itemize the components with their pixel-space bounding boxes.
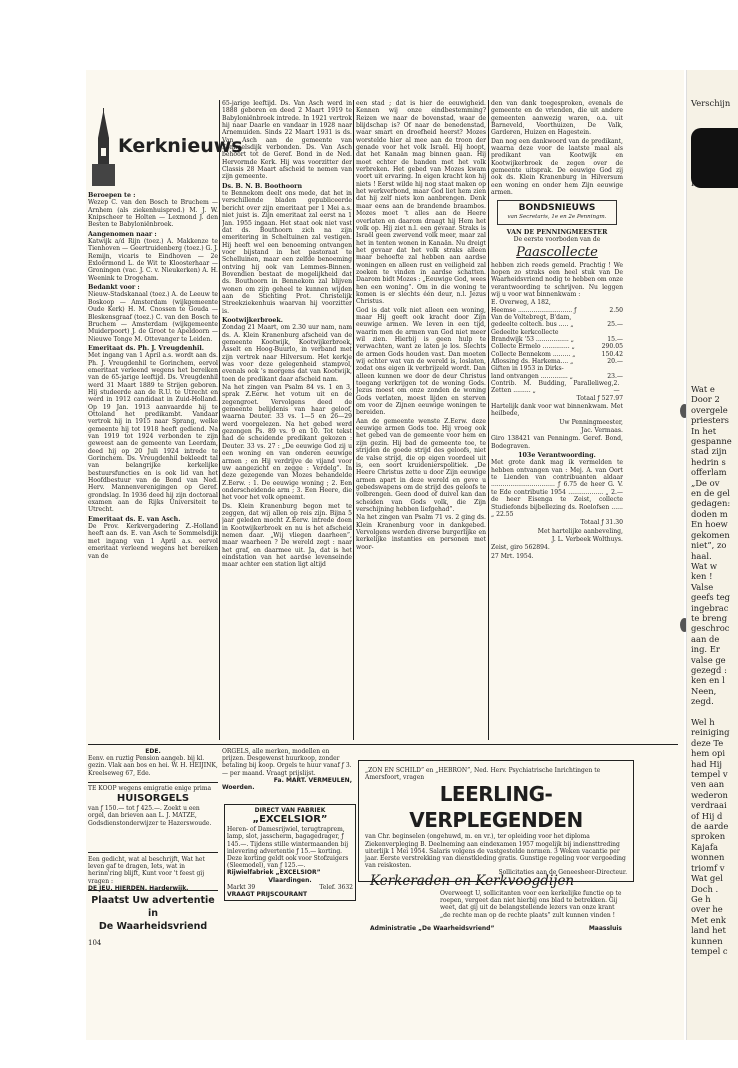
ad-plaats [88, 894, 218, 933]
ad-excelsior-fabriek: Rijwielfabriek „EXCELSIOR” [227, 869, 321, 877]
next-page-line: tempel v [691, 769, 728, 780]
ad-orgels-sign: Fa. MART. VERMEULEN, [273, 776, 352, 784]
ad-ede-heading: EDE. [145, 748, 161, 755]
next-page-line: triomf v [691, 862, 725, 873]
next-page-line: Wel h [691, 717, 715, 727]
column-1 [88, 190, 218, 740]
ledger-row: land ontvangen .............. „ 23.— [491, 372, 623, 380]
next-page-line: had Hij [691, 758, 722, 769]
divider [488, 100, 489, 740]
beroepen-text: Wezep C. van den Bosch te Bruchem — Arnhem (als ziekenhuispred.) M. J. W. Knipscheer te Holten — Lexmond J. den Besten te Babyloniënbroek. [88, 199, 218, 229]
total-2: Totaal ƒ 31.30 [580, 519, 623, 527]
next-page-line: ven aan [691, 779, 725, 790]
column-3 [356, 100, 486, 740]
ad-ede [88, 748, 218, 777]
ledger-row: E. Overweg, A 182, [491, 299, 551, 307]
next-page-line: En hoew [691, 519, 728, 530]
next-page-line: doden m [691, 508, 728, 519]
next-page-line: offerlam [691, 467, 727, 478]
bedankt-text: Nieuw-Stadskanaal (toez.) A. de Leeuw te Boskoop — Amsterdam (wijkgemeente Oude Kerk) H. M. Cnossen te Gouda — Bleskensgraaf (toez.) C. van den Bosch te Bruchem — Amsterdam (wijkgemeente Muiderpoort) J. de Groot te Apeldoorn — Nieuwe Tonge M. Ottevanger te Leiden. [88, 291, 218, 343]
farewell-text: den van dank toegesproken, evenals de gemeente en de vrienden, die uit andere gemeenten aanwezig waren, o.a. uit Barneveld, Voorthuizen, De Valk, Garderen, Huizen en Hagestein. [491, 100, 623, 137]
divider [88, 782, 218, 783]
ad-gedicht [88, 856, 218, 892]
next-page-line: niet”, zo [691, 540, 727, 551]
ledger-row: Collecte Ermelo .............. „ 290.05 [491, 343, 623, 351]
sermon-text: een stad ; dat is hier de eeuwigheid. Kennen wij onze eindbestemming? Reizen we naar de bovenstad, waar de blijdschap is? Of naar de benedenstad, waar smart en droefheid heerst? Mozes worstelde hier al mee aan de troon der genade voor het volk Israël. Hij hoopt, dat het Kanaän mag binnen gaan. Hij moet echter de banden met het volk verbreken. Het gebed van Mozes kwam voort uit ervaring. In eigen kracht kon hij niets ! Eerst wilde hij nog staat maken op het werkverbond, maar God liet hem zien dat hij zelf niets kon aanbrengen. Denk maar eens aan de brandende braambos. Mozes moet 't alles aan de Heere overlaten en daarom draagt hij Hem het volk op. Hij ziet n.l. een gevaar. Straks is Israël geen zwervend volk meer, maar zal het in tenten wonen in Kanaän. Nu dreigt het gevaar dat het volk straks alleen maar behoefte zal hebben aan aardse woningen en alleen rust en veiligheid zal zoeken te vinden in aardse schatten. Daarom bidt Mozes : „Eeuwige God, wees hen een woning”. Om in die woning te komen is er slechts één deur, n.l. Jezus Christus. [356, 100, 486, 306]
next-page-line: In het [691, 425, 717, 436]
ad-excelsior-contact: Markt 39 Telef. 3632 [227, 883, 353, 891]
next-page-line: Wat e [691, 384, 715, 394]
next-page-line: gedagen: [691, 498, 731, 509]
next-page-line: Wat w [691, 560, 718, 571]
kootwijk-text: Zondag 21 Maart, om 2.30 uur nam, nam ds. A. Klein Kranenburg afscheid van de gemeente Kootwijk, Kootwijkerbroek, Asselt en Hoog-Buurlo, in verband met zijn vertrek naar Hilversum. Het kerkje was voor deze gelegenheid stampvol, evenals ook 's morgens dat van Kootwijk, toen de predikant daar afscheid nam. [222, 324, 352, 383]
total-1: Totaal ƒ 527.97 [576, 394, 623, 402]
emeritaat2-heading: Emeritaat ds. E. van Asch. [88, 515, 181, 523]
next-page-line: hedrin s [691, 456, 726, 467]
next-page-line: geefs teg [691, 592, 731, 603]
next-page-line: overgele [691, 404, 728, 415]
ad-leerling-text: van Chr. beginselen (ongehuwd, m. en vr.), ter opleiding voor het diploma Ziekenverpleging B. Deelneming aan eindexamen 1957 mogelijk bij indiensttreding uiterlijk 1 Mei 1954. Salaris volgens de vastgestelde normen. 3 Weken vacantie per jaar. Eerste verstrekking van dienstkleding gratis. Gunstige regeling voor vergoeding van reiskosten. [365, 833, 626, 870]
ad-admin: Administratie „De Waarheidsvriend” Maassluis [370, 924, 622, 932]
ad-huisorgels [88, 785, 218, 827]
next-page-line: deze Te [691, 737, 724, 748]
kootwijk-heading: Kootwijkerbroek. [222, 316, 283, 324]
next-page-line: gespanne [691, 436, 732, 447]
kootwijk-text-3: Ds. Klein Kranenburg begon met te zeggen, dat wij allen op reis zijn. Bijna 5 jaar geleden mocht Z.Eerw. intrede doen in Kootwijkerbroek en nu is het afscheid nemen daar. „Wij vliegen daarheen”, maar waarheen ? De wereld zegt : naar het graf, en daarmee uit. Ja, dat is het eindstation van het aardse levenseinde maar achter een station ligt altijd [222, 502, 352, 569]
next-page-line: priesters [691, 415, 729, 426]
next-page-line: valse ge [691, 654, 726, 665]
ledger-row: Heemse ............................ ƒ 2.50 [491, 306, 623, 314]
next-page-line: wonnen [691, 852, 725, 863]
next-page-line: „De ov [691, 477, 720, 488]
divider [88, 744, 678, 745]
bedankt-heading: Bedankt voor : [88, 284, 140, 292]
next-page-line: Kajafa [691, 841, 718, 852]
next-page-line: ken en l [691, 675, 725, 686]
next-page-line: aan de [691, 633, 720, 644]
section-title: Kerknieuws [118, 135, 243, 157]
emeritaat1-heading: Emeritaat ds. Ph. J. Vreugdenhil. [88, 344, 204, 352]
penningmeester-sub: De eerste voorboden van de [513, 236, 601, 244]
ledger-row: Brandwijk '53 ................. „ 15.— [491, 335, 623, 343]
signature-1b: Jac. Vermaas. [581, 427, 623, 435]
ledger-row: gedeelte coltech. bus ..... „ 25.— [491, 321, 623, 329]
van-asch-text: 65-jarige leeftijd. Ds. Van Asch werd in 1888 geboren en deed 2 Maart 1919 te Babyloniënbroek intrede. In 1921 vertrok hij naar Daarle en vandaar in 1928 naar Arnemuiden. Sinds 22 Maart 1931 is ds. Van Asch aan de gemeente van Sommelsdijk verbonden. Ds. Van Asch behoort tot de Geref. Bond in de Ned. Hervormde Kerk. Hij was voorzitter der Classis 28 Maart afscheid te nemen van zijn gemeente. [222, 100, 352, 181]
next-page-line: Met enk [691, 914, 726, 925]
ad-leerling-intro: „ZON EN SCHILD” en „HEBRON”, Ned. Herv. Psychiatrische Inrichtingen te Amersfoort, vragen [365, 767, 601, 782]
church-tower-icon [88, 108, 118, 188]
verantwoording-text: Met grote dank mag ik vermelden te hebben ontvangen van : Mej. A. van Oort te Lienden van contribuanten aldaar ................................. ƒ 6.75 de heer G. V. te Ede contributie 1954 .................. „ 2.— de heer Eisenga te Zeist, collecte Studiefonds bijbellezing ds. Roelofsen ...... „ 22.55 [491, 459, 623, 518]
page-number: 104 [88, 939, 102, 947]
next-page-line: sproken [691, 831, 726, 842]
ad-ede-text: Eenv. en ruztig Pension aangeb. bij kl. gezin. Vlak aan bos en hei. W. H. HEIJINK, Kreelseweg 67, Ede. [88, 755, 218, 777]
signature-2-place: Zeist, giro 562894. [491, 544, 550, 552]
ad-excelsior-brand: „EXCELSIOR” [252, 814, 328, 826]
ad-kerkeraden [370, 872, 622, 932]
ad-kerkeraden-title: Kerkeraden en Kerkvoogdijen [370, 873, 575, 889]
signature-2: J. L. Verbeek Wolthuys. [551, 535, 623, 543]
paascollecte-title: Paascollecte [516, 244, 598, 260]
next-page-line: en de gel [691, 488, 730, 499]
next-page-line: Neen, [691, 685, 717, 696]
ad-leerling [358, 760, 634, 882]
ledger-row: Giften in 1953 in Dirks- [491, 365, 564, 373]
emeritaat1-text: Met ingang van 1 April a.s. wordt aan ds. Ph. J. Vreugdenhil te Gorinchem, eervol emeritaat verleend wegens het bereiken van de 65-jarige leeftijd. Ds. Vreugdenhil werd 31 Maart 1889 te Strijen geboren. Hij studeerde aan de R.U. te Utrecht en werd in 1912 candidaat in Zuid-Holland. Op 19 Jan. 1913 aanvaardde hij te Ottoland het predikambt. Vandaar vertrok hij in 1915 naar Sprang, welke gemeente hij tot 1918 heeft gediend. Na van 1919 tot 1924 verbonden te zijn geweest aan de gemeente van Leerdam, deed hij op 20 Juli 1924 intrede te Gorinchem. Ds. Vreugdenhil bekleedt tal van belangrijke kerkelijke bestuursfuncties en is ook lid van het Hoofdbestuur van de Bond van Ned. Herv. Mannenverenigingen op Geref. grondslag. In 1936 deed hij zijn doctoraal examen aan de Rijks Universiteit te Utrecht. [88, 352, 218, 514]
next-page-line: verdraai [691, 800, 727, 811]
next-page-line: Valse [691, 581, 714, 592]
ledger-row: Gedeelte kerkcollecte [491, 328, 559, 336]
ad-huisorgels-text: van ƒ 150.— tot ƒ 425.—. Zoekt u een orgel, dan brieven aan L. J. MATZE, Godsdienstonderwijzer te Hazerswoude. [88, 805, 212, 827]
next-page-line: Ge h [691, 893, 711, 904]
kootwijk-text-2: Na het zingen van Psalm 84 vs. 1 en 3, sprak Z.Eerw. het votum uit en de zegengroet. Vervolgens deed de gemeente belijdenis van haar geloof, waarna Deuter. 33 vs. 1—5 en 26—29 werd voorgelezen. Na het gebed werd gezongen Ps. 89 vs. 9 en 10. Tot tekst had de scheidende predikant gekozen : Deuter. 33 vs. 27 : „De eeuwige God zij u een woning en van onderen eeuwige armen ; en Hij verdrijve de vijand voor uw aangezicht en zegge : Verdelg”. In deze gezegende van Mozes behandelde Z.Eerw. : 1. De eeuwige woning ; 2. Een onderscheidende arm ; 3. Een Heere, die het voor het volk opneemt. [222, 384, 352, 502]
aangenomen-text: Katwijk a/d Rijn (toez.) A. Makkenze te Tienhoven — Geertruidenberg (toez.) G. J. Remijn, vicaris te Eindhoven — 2e Exloërmond L. de Wit te Kloosterhaar — Groningen (vac. J. C. v. Nieukerken) A. H. Weenink te Drogeham. [88, 238, 218, 282]
ad-emigratie: TE KOOP wegens emigratie enige prima [88, 785, 212, 792]
divider [353, 100, 354, 740]
divider [88, 890, 218, 891]
ad-excelsior-text: Heren- of Damesrijwiel, terugtraprem, lamp, slot, jasscherm, bagagedrager, ƒ 145.—. Tijdens stille wintermaanden bij inlevering advertentie ƒ 15.— korting. Deze korting geldt ook voor Stofzuigers (Sleemodel), van ƒ 125.—. [227, 826, 349, 870]
penningmeester-heading: VAN DE PENNINGMEESTER [506, 228, 608, 236]
next-page-line: zegd. [691, 696, 714, 707]
farewell-text-2: Dan nog een dankwoord van de predikant, waarna deze voor de laatste maal als predikant van Kootwijk en Kootwijkerbroek de zegen over de gemeente uitsprak. De eeuwige God zij ook ds. Klein Kranenburg in Hilversum een woning en onder hem Zijn eeuwige armen. [491, 137, 623, 197]
next-page-line: hem opi [691, 748, 726, 759]
next-page-line: tempel c [691, 945, 728, 956]
next-page-line: haal. [691, 550, 712, 561]
boothoorn-text: te Bennekom deelt ons mede, dat het in verschillende bladen gepubliceerde bericht over zijn emeritaat per 1 Mei a.s. niet juist is. Zijn emeritaat zal eerst na 1 Jan. 1955 ingaan. Het staat ook niet vast dat ds. Bouthoorn zich na zijn emeritering in Scheltuinen zal vestigen. Hij heeft wel een benoeming ontvangen voor bijstand in het pastoraat te Schelluinen, maar een zelfde benoeming ontving hij ook van Lemmes-Binnen. Bovendien bestaat de mogelijkheid dat ds. Bouthoorn in Bennekom zal blijven wonen om zijn geheel te kunnen wijden aan de Stichting Prot. Christelijk Streekziekenhuis waarvan hij voorzitter is. [222, 190, 352, 315]
boothoorn-heading: Ds. B. N. B. Boothoorn [222, 182, 303, 190]
ledger-row: Van de Voltebregt, B'dam, [491, 313, 572, 321]
column-2 [222, 100, 352, 740]
next-page-line: stad zijn [691, 446, 727, 457]
ad-gedicht-sign: DE JEU, HIERDEN, Harderwijk. [88, 884, 189, 892]
next-page-line: ing. Er [691, 644, 720, 655]
sermon-text-2: God is dat volk niet alleen een woning, maar Hij geeft ook kracht door Zijn eeuwige armen. We leven in een tijd, waarin men de armen van God niet meer wil zien. Hierbij is geen hulp te verwachten, want ze laten je los. Slechts de armen Gods houden vast. Dan moeten wij echter wat van de wereld is, loslaten, zodat ons eigen ik verbrijzeld wordt. Dan alleen kunnen we door de deur Christus toegang verkrijgen tot de woning Gods. Jezus moest om onze zonden de woning Gods verlaten, moest lijden en sterven om voor de Zijnen eeuwige woningen te bereiden. [356, 306, 486, 417]
next-page-line [691, 108, 736, 118]
bondsnieuws-box [497, 200, 617, 224]
aangenomen-heading: Aangenomen naar : [88, 230, 157, 238]
next-page-line: kunnen [691, 935, 723, 946]
ad-excelsior-prijs: VRAAGT PRIJSCOURANT [227, 891, 308, 899]
ad-kerkeraden-text: Overweegt U, sollicitanten voor een kerkelijke functie op te roepen, vergeet dan niet hierbij ons blad te betrekken. Gij weet, dat gij uit de belangstellende lezers van onze krant „de rechte man op de rechte plaats” zult kunnen vinden ! [440, 890, 622, 919]
next-page-line: geschroc [691, 623, 730, 634]
ad-excelsior-place: Vlaardingen. [268, 876, 312, 884]
next-page-line: de aarde [691, 821, 729, 832]
sermon-text-4: Na het zingen van Psalm 71 vs. 2 ging ds. Klein Kranenburg voor in dankgebed. Vervolgens werden diverse burgerlijke en kerkelijke instanties en personen met woor- [356, 514, 486, 551]
ad-orgels-place: Woerden. [222, 784, 255, 792]
ledger-row: Collecte Bennekom ......... „ 150.42 [491, 350, 623, 358]
next-page-line: ingebrac [691, 602, 729, 613]
next-page-line [691, 707, 732, 717]
next-page-line: te breng [691, 612, 728, 623]
emeritaat2-text: De Prov. Kerkvergadering Z.-Holland heeft aan ds. E. van Asch te Sommelsdijk met ingang van 1 April a.s. eervol emeritaat verleend wegens het bereiken van de [88, 523, 218, 560]
bondsnieuws-subtitle: van Secretaris, 1e en 2e Penningm. [507, 214, 607, 221]
ad-orgels [222, 748, 352, 791]
giro-text: Giro 138421 van Penningm. Geref. Bond, Bodegraven. [491, 435, 623, 450]
next-page-edge [686, 70, 738, 1040]
ledger [491, 299, 623, 394]
next-page-line: over he [691, 904, 723, 915]
next-page-line: wederon [691, 789, 728, 800]
next-page-line: Doch . [691, 883, 719, 894]
next-page-line: Wat gel [691, 873, 723, 884]
column-4 [491, 100, 623, 745]
ad-plaats-line2: in [147, 908, 159, 919]
ad-plaats-line3: De Waarheidsvriend [98, 921, 208, 932]
next-page-line: Door 2 [691, 394, 720, 405]
next-page-line: gezegd : [691, 664, 727, 675]
verantwoording-heading: 103e Verantwoording. [518, 452, 596, 460]
ad-leerling-title: LEERLING-VERPLEGENDEN [409, 782, 583, 833]
ad-plaats-line1: Plaatst Uw advertentie [91, 895, 215, 906]
sermon-text-3: Aan de gemeente wenste Z.Eerw. deze eeuwige armen Gods toe. Hij vroeg ook het gebed van de gemeente voor hem en zijn gezin. Hij bad de gemeente toe, te strijden de goede strijd des geloofs, niet de valse strijd, die op eigen voordeel uit is, een soort kruidenierspolitiek. „De Heere Christus zette u door Zijn eeuwige armen apart in deze wereld en geve u gebedswapens om de strijd des geloofs te volbrengen. Geen dood of duivel kan dan scheiden van Gods volk, die Zijn verschijning hebben liefgehad”. [356, 417, 486, 513]
next-page-logo [691, 128, 738, 188]
ad-excelsior [224, 804, 356, 901]
next-page-line: of Hij d [691, 810, 723, 821]
next-page-text [691, 384, 732, 956]
ad-gedicht-text: Een gedicht, wat al beschrijft, Wat het leven gaf te dragen, Iets, wat in herinn'ring blijft, Kunt voor 't feest gij vragen : [88, 856, 205, 885]
bondsnieuws-title: BONDSNIEUWS [518, 203, 596, 214]
penningmeester-text: hebben zich reeds gemeld. Prachtig ! We hopen zo straks een heel stuk van De Waarheidsvriend nodig te hebben om onze verantwoording te schrijven. Nu leggen wij u voor wat binnenkwam : [491, 261, 623, 298]
ad-excelsior-head: DIRECT VAN FABRIEK [254, 807, 326, 814]
beroepen-heading: Beroepen te : [88, 192, 136, 199]
next-page-line: gekomen [691, 529, 730, 540]
next-page-line: Verschijn [691, 98, 731, 108]
next-page-line: ken ! [691, 571, 713, 582]
thanks-text: Hartelijk dank voor wat binnenkwam. Met heilbede, [491, 403, 623, 418]
ad-orgels-text: ORGELS, alle merken, modellen en prijzen. Desgewenst huurkoop, zonder betaling bij koop. Orgels te huur vanaf ƒ 3.— per maand. Vraagt prijslijst. [222, 748, 352, 777]
signature-2-date: 27 Mrt. 1954. [491, 552, 534, 560]
divider [219, 100, 220, 740]
ad-leerling-sign: Sollicitaties aan de Geneesheer-Directeur. [498, 869, 627, 877]
next-page-line [691, 118, 736, 128]
thanks-2: Met hartelijke aanbeveling, [537, 527, 623, 535]
ledger-row: Contrib. M. Budding, Paralleliweg, Zetten ......... „ 2.— [491, 380, 620, 395]
ledger-row: Aflossing ds. Harkema.... „ 20.— [491, 357, 623, 365]
divider [88, 852, 218, 853]
signature-1: Uw Penningmeester, [559, 418, 623, 426]
next-page-line: reiniging [691, 727, 730, 738]
next-page-line: land het [691, 925, 726, 936]
ad-huisorgels-heading: HUISORGELS [116, 793, 190, 805]
